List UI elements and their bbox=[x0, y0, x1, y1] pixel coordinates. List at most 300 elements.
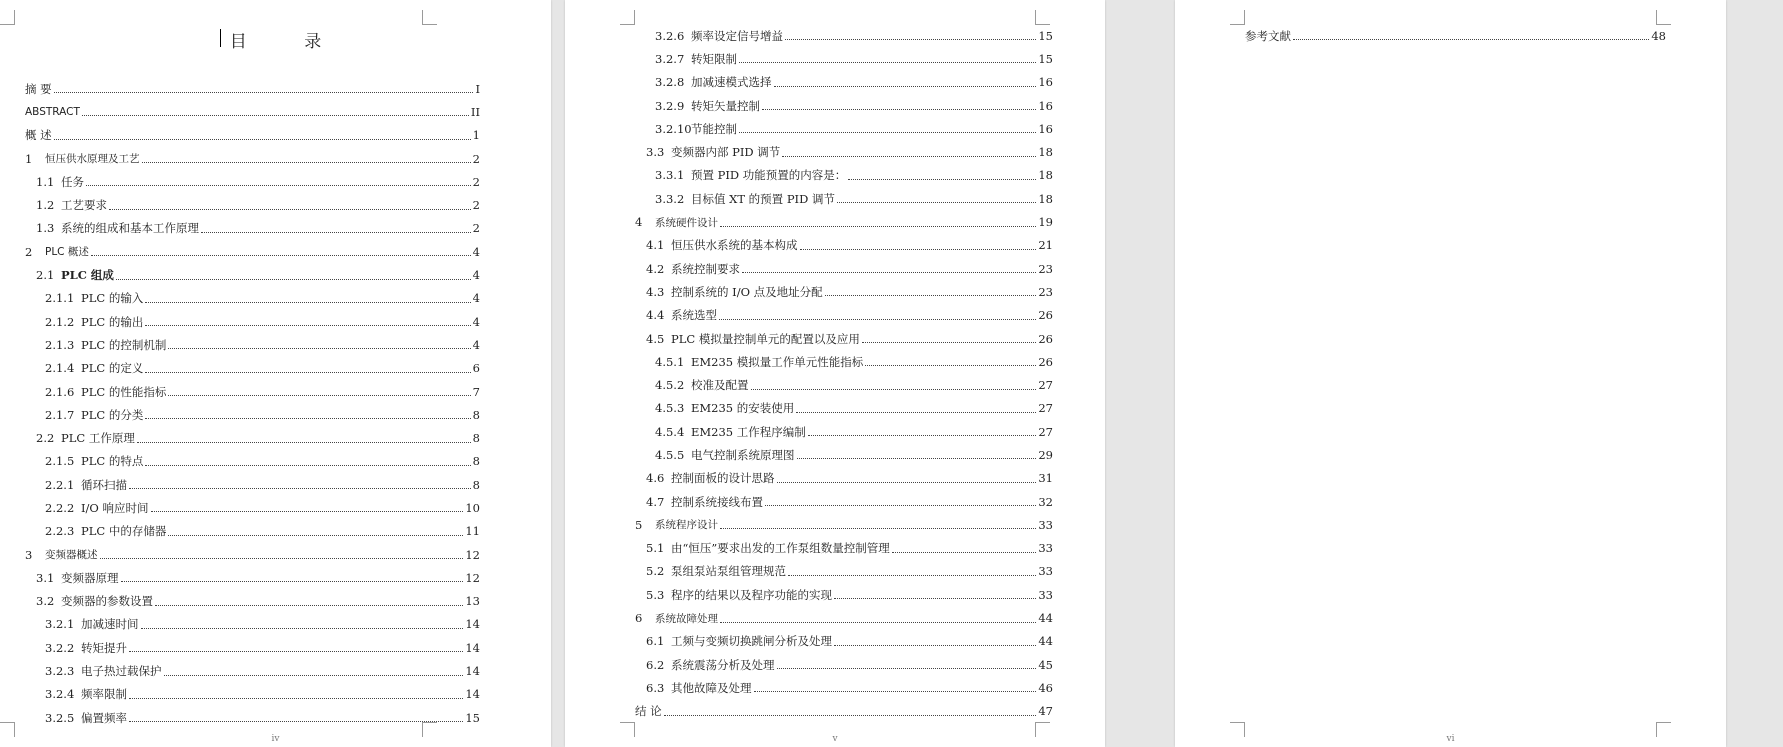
toc-entry-page: 8 bbox=[472, 477, 480, 492]
text-cursor bbox=[220, 29, 221, 47]
toc-entry-title: PLC 的特点 bbox=[81, 454, 144, 469]
toc-entry-title: PLC 中的存储器 bbox=[81, 524, 167, 539]
toc-entry-title: 系统硬件设计 bbox=[655, 216, 718, 229]
toc-entry-number: 2.1.5 bbox=[45, 454, 75, 469]
toc-entry-page: 33 bbox=[1038, 541, 1053, 556]
toc-entry-title: EM235 模拟量工作单元性能指标 bbox=[691, 354, 864, 369]
toc-entry[interactable] bbox=[635, 234, 1053, 257]
toc-entry-title: 频率限制 bbox=[81, 687, 127, 702]
toc-entry-title: 系统的组成和基本工作原理 bbox=[61, 221, 199, 236]
toc-entry-number: 4.2 bbox=[646, 261, 665, 276]
toc-list bbox=[25, 77, 480, 729]
toc-entry-title: PLC 的输入 bbox=[81, 291, 144, 306]
toc-entry[interactable] bbox=[25, 496, 480, 519]
toc-entry-title: 控制系统的 I/O 点及地址分配 bbox=[671, 284, 823, 299]
toc-entry-title: PLC 组成 bbox=[61, 268, 114, 283]
toc-entry[interactable] bbox=[635, 630, 1053, 653]
toc-entry-title: 概 述 bbox=[25, 128, 52, 143]
toc-leader-dots bbox=[739, 61, 1036, 63]
toc-leader-dots bbox=[834, 597, 1036, 599]
toc-leader-dots bbox=[782, 155, 1036, 157]
toc-entry-number: 3.2.3 bbox=[45, 664, 75, 679]
toc-entry-number: 3.2.7 bbox=[655, 51, 685, 66]
toc-entry-page: 13 bbox=[465, 594, 480, 609]
toc-leader-dots bbox=[168, 394, 470, 396]
toc-entry-page: 46 bbox=[1038, 680, 1053, 695]
crop-mark bbox=[422, 10, 437, 25]
toc-entry-number: 1 bbox=[25, 151, 33, 166]
toc-entry-page: 21 bbox=[1038, 238, 1053, 253]
toc-entry-number: 3.2.4 bbox=[45, 687, 75, 702]
toc-entry-title: 目标值 XT 的预置 PID 调节 bbox=[691, 191, 835, 206]
toc-entry[interactable] bbox=[25, 520, 480, 543]
toc-entry[interactable] bbox=[25, 659, 480, 682]
toc-entry-page: 16 bbox=[1038, 98, 1053, 113]
toc-entry-number: 3.1 bbox=[36, 570, 55, 585]
toc-entry-page: 23 bbox=[1038, 284, 1053, 299]
toc-entry-title: 变频器原理 bbox=[61, 570, 119, 585]
toc-leader-dots bbox=[785, 38, 1036, 40]
toc-entry-number: 2.2.2 bbox=[45, 500, 75, 515]
toc-entry[interactable] bbox=[25, 240, 480, 263]
toc-entry-title: I/O 响应时间 bbox=[81, 500, 149, 515]
toc-entry-number: 5 bbox=[635, 517, 643, 532]
toc-entry-page: 29 bbox=[1038, 447, 1053, 462]
toc-entry-number: 3.2.9 bbox=[655, 98, 685, 113]
toc-leader-dots bbox=[720, 621, 1036, 623]
toc-leader-dots bbox=[137, 441, 471, 443]
toc-leader-dots bbox=[145, 417, 470, 419]
toc-entry-title: 系统选型 bbox=[671, 308, 717, 323]
toc-entry-title: 电子热过载保护 bbox=[81, 664, 162, 679]
toc-entry-title: PLC 的分类 bbox=[81, 407, 144, 422]
toc-entry[interactable] bbox=[25, 403, 480, 426]
toc-entry-page: 45 bbox=[1038, 657, 1053, 672]
toc-leader-dots bbox=[145, 464, 470, 466]
toc-entry[interactable] bbox=[25, 636, 480, 659]
toc-entry[interactable] bbox=[635, 117, 1053, 140]
toc-entry-number: 1.2 bbox=[36, 198, 55, 213]
toc-entry[interactable] bbox=[635, 490, 1053, 513]
toc-entry-number: 1.3 bbox=[36, 221, 55, 236]
toc-leader-dots bbox=[168, 347, 470, 349]
toc-entry[interactable] bbox=[25, 543, 480, 566]
toc-entry[interactable] bbox=[635, 187, 1053, 210]
toc-entry[interactable] bbox=[635, 280, 1053, 303]
toc-leader-dots bbox=[109, 208, 471, 210]
toc-entry[interactable] bbox=[635, 164, 1053, 187]
toc-entry-page: 18 bbox=[1038, 191, 1053, 206]
toc-leader-dots bbox=[834, 644, 1036, 646]
toc-leader-dots bbox=[100, 557, 464, 559]
toc-leader-dots bbox=[145, 324, 470, 326]
toc-leader-dots bbox=[825, 294, 1037, 296]
toc-leader-dots bbox=[862, 341, 1037, 343]
toc-entry-page: II bbox=[470, 104, 480, 119]
toc-entry-page: 27 bbox=[1038, 424, 1053, 439]
toc-entry-page: 33 bbox=[1038, 517, 1053, 532]
toc-entry-number: 3.2.10 bbox=[655, 121, 692, 136]
toc-entry[interactable] bbox=[635, 71, 1053, 94]
toc-entry-title: 结 论 bbox=[635, 704, 662, 719]
toc-entry-page: 33 bbox=[1038, 587, 1053, 602]
toc-entry-title: PLC 概述 bbox=[45, 246, 89, 259]
toc-entry-title: 系统程序设计 bbox=[655, 519, 718, 532]
toc-title bbox=[0, 27, 551, 52]
toc-entry-title: PLC 的输出 bbox=[81, 314, 144, 329]
toc-leader-dots bbox=[201, 231, 471, 233]
toc-entry-page: 15 bbox=[465, 710, 480, 725]
toc-title-text: 目 录 bbox=[229, 32, 348, 52]
toc-entry-page: 15 bbox=[1038, 28, 1053, 43]
crop-mark bbox=[1656, 10, 1671, 25]
toc-entry-page: 12 bbox=[465, 547, 480, 562]
toc-entry[interactable] bbox=[635, 583, 1053, 606]
toc-entry-title: 任务 bbox=[61, 174, 84, 189]
toc-entry[interactable] bbox=[635, 537, 1053, 560]
toc-leader-dots bbox=[54, 138, 471, 140]
toc-entry-page: 12 bbox=[465, 570, 480, 585]
toc-entry-number: 4.5 bbox=[646, 331, 665, 346]
toc-entry-title: PLC 工作原理 bbox=[61, 431, 135, 446]
toc-entry-page: 1 bbox=[472, 128, 480, 143]
toc-leader-dots bbox=[664, 714, 1037, 716]
toc-entry-title: PLC 模拟量控制单元的配置以及应用 bbox=[671, 331, 860, 346]
toc-list bbox=[635, 24, 1053, 723]
toc-entry-title: 频率设定信号增益 bbox=[691, 28, 783, 43]
toc-entry-number: 2.2.3 bbox=[45, 524, 75, 539]
toc-leader-dots bbox=[129, 487, 471, 489]
toc-entry-title: 系统震荡分析及处理 bbox=[671, 657, 775, 672]
toc-entry[interactable] bbox=[635, 47, 1053, 70]
toc-leader-dots bbox=[129, 697, 463, 699]
document-page-iv bbox=[0, 0, 551, 747]
toc-entry-number: 3.2.2 bbox=[45, 640, 75, 655]
toc-entry-title: 程序的结果以及程序功能的实现 bbox=[671, 587, 832, 602]
toc-entry-number: 4.7 bbox=[646, 494, 665, 509]
toc-entry-title: 变频器内部 PID 调节 bbox=[671, 145, 781, 160]
toc-entry-title: 校准及配置 bbox=[691, 378, 749, 393]
toc-entry[interactable] bbox=[25, 333, 480, 356]
toc-entry-page: 19 bbox=[1038, 215, 1053, 230]
toc-entry-title: 控制系统接线布置 bbox=[671, 494, 763, 509]
toc-leader-dots bbox=[168, 534, 463, 536]
toc-entry-title: 参考文献 bbox=[1245, 28, 1291, 43]
toc-entry-page: 2 bbox=[472, 221, 480, 236]
toc-leader-dots bbox=[774, 85, 1037, 87]
toc-leader-dots bbox=[777, 667, 1037, 669]
toc-entry[interactable] bbox=[25, 590, 480, 613]
toc-entry-number: 3.3 bbox=[646, 145, 665, 160]
toc-leader-dots bbox=[800, 248, 1037, 250]
toc-entry-title: 恒压供水系统的基本构成 bbox=[671, 238, 798, 253]
toc-entry[interactable] bbox=[635, 420, 1053, 443]
page-number-footer: vi bbox=[1446, 734, 1455, 744]
toc-leader-dots bbox=[54, 91, 474, 93]
toc-leader-dots bbox=[777, 481, 1037, 483]
toc-entry[interactable] bbox=[635, 140, 1053, 163]
toc-leader-dots bbox=[1293, 38, 1649, 40]
toc-entry[interactable] bbox=[25, 450, 480, 473]
toc-leader-dots bbox=[754, 690, 1037, 692]
toc-leader-dots bbox=[129, 720, 463, 722]
toc-leader-dots bbox=[91, 254, 471, 256]
toc-entry-page: 2 bbox=[472, 151, 480, 166]
toc-entry-number: 2.1.3 bbox=[45, 337, 75, 352]
toc-leader-dots bbox=[788, 574, 1036, 576]
toc-entry-title: 摘 要 bbox=[25, 81, 52, 96]
toc-entry[interactable] bbox=[25, 287, 480, 310]
toc-entry-page: 8 bbox=[472, 454, 480, 469]
toc-entry[interactable] bbox=[635, 467, 1053, 490]
toc-entry-page: 27 bbox=[1038, 378, 1053, 393]
toc-entry[interactable] bbox=[25, 263, 480, 286]
toc-entry-number: 3.2 bbox=[36, 594, 55, 609]
toc-entry[interactable] bbox=[635, 350, 1053, 373]
toc-entry[interactable] bbox=[25, 473, 480, 496]
toc-entry-page: 14 bbox=[465, 664, 480, 679]
document-page-vi bbox=[1175, 0, 1726, 747]
toc-entry-title: EM235 工作程序编制 bbox=[691, 424, 806, 439]
toc-entry-page: 4 bbox=[472, 314, 480, 329]
toc-entry-number: 2.1 bbox=[36, 268, 55, 283]
toc-entry-title: 转矩矢量控制 bbox=[691, 98, 760, 113]
toc-leader-dots bbox=[751, 388, 1037, 390]
toc-entry-title: 由“恒压”要求出发的工作泵组数量控制管理 bbox=[671, 541, 890, 556]
toc-leader-dots bbox=[82, 114, 469, 116]
toc-entry-title: 循环扫描 bbox=[81, 477, 127, 492]
toc-entry-number: 3.2.1 bbox=[45, 617, 75, 632]
toc-leader-dots bbox=[720, 527, 1036, 529]
toc-entry-title: 节能控制 bbox=[691, 121, 737, 136]
toc-entry-page: 18 bbox=[1038, 168, 1053, 183]
toc-entry-number: 4.5.1 bbox=[655, 354, 685, 369]
toc-entry[interactable] bbox=[635, 373, 1053, 396]
toc-entry-title: 恒压供水原理及工艺 bbox=[45, 153, 140, 166]
toc-entry-page: I bbox=[475, 81, 480, 96]
toc-entry-page: 7 bbox=[472, 384, 480, 399]
toc-entry-number: 2.2.1 bbox=[45, 477, 75, 492]
toc-entry-title: 其他故障及处理 bbox=[671, 680, 752, 695]
toc-entry-title: 变频器概述 bbox=[45, 549, 98, 562]
toc-entry[interactable] bbox=[635, 24, 1053, 47]
toc-entry-number: 3.3.2 bbox=[655, 191, 685, 206]
toc-entry-number: 3 bbox=[25, 547, 33, 562]
toc-entry-page: 23 bbox=[1038, 261, 1053, 276]
toc-entry-page: 10 bbox=[465, 500, 480, 515]
toc-entry-page: 4 bbox=[472, 268, 480, 283]
toc-entry-page: 16 bbox=[1038, 75, 1053, 90]
toc-entry-title: 转矩限制 bbox=[691, 51, 737, 66]
toc-entry-page: 14 bbox=[465, 687, 480, 702]
toc-entry[interactable] bbox=[25, 357, 480, 380]
toc-entry-title: 工频与变频切换跳闸分析及处理 bbox=[671, 634, 832, 649]
toc-entry-title: 电气控制系统原理图 bbox=[691, 447, 795, 462]
toc-leader-dots bbox=[739, 131, 1036, 133]
toc-entry[interactable] bbox=[25, 124, 480, 147]
toc-entry-number: 3.2.8 bbox=[655, 75, 685, 90]
toc-entry[interactable] bbox=[25, 566, 480, 589]
crop-mark bbox=[1230, 10, 1245, 25]
toc-entry-number: 6 bbox=[635, 611, 643, 626]
toc-leader-dots bbox=[129, 650, 463, 652]
toc-entry-number: 6.3 bbox=[646, 680, 665, 695]
toc-leader-dots bbox=[762, 108, 1036, 110]
crop-mark bbox=[1035, 10, 1050, 25]
toc-entry[interactable] bbox=[25, 77, 480, 100]
toc-entry-title: 预置 PID 功能预置的内容是： bbox=[691, 168, 847, 183]
toc-leader-dots bbox=[865, 364, 1036, 366]
toc-entry-title: ABSTRACT bbox=[25, 105, 80, 118]
toc-entry[interactable] bbox=[25, 100, 480, 123]
toc-entry-page: 33 bbox=[1038, 564, 1053, 579]
toc-entry-page: 27 bbox=[1038, 401, 1053, 416]
toc-entry-title: 控制面板的设计思路 bbox=[671, 471, 775, 486]
toc-entry-title: 加减速时间 bbox=[81, 617, 139, 632]
toc-leader-dots bbox=[145, 371, 470, 373]
toc-entry-number: 4.4 bbox=[646, 308, 665, 323]
toc-leader-dots bbox=[121, 580, 464, 582]
toc-leader-dots bbox=[848, 178, 1036, 180]
toc-entry-number: 4.6 bbox=[646, 471, 665, 486]
toc-entry-page: 8 bbox=[472, 431, 480, 446]
toc-entry[interactable] bbox=[25, 147, 480, 170]
toc-entry[interactable] bbox=[635, 513, 1053, 536]
toc-entry-number: 2.1.4 bbox=[45, 361, 75, 376]
toc-entry[interactable] bbox=[1245, 24, 1666, 47]
toc-entry[interactable] bbox=[25, 706, 480, 729]
toc-entry-title: PLC 的性能指标 bbox=[81, 384, 167, 399]
toc-entry-page: 11 bbox=[465, 524, 480, 539]
crop-mark bbox=[620, 10, 635, 25]
toc-entry-page: 32 bbox=[1038, 494, 1053, 509]
toc-entry-title: 系统故障处理 bbox=[655, 612, 718, 625]
toc-leader-dots bbox=[892, 551, 1037, 553]
toc-entry-number: 5.2 bbox=[646, 564, 665, 579]
toc-entry-number: 2.1.2 bbox=[45, 314, 75, 329]
toc-entry-page: 4 bbox=[472, 244, 480, 259]
toc-entry[interactable] bbox=[635, 257, 1053, 280]
toc-entry[interactable] bbox=[635, 94, 1053, 117]
toc-entry-title: 变频器的参数设置 bbox=[61, 594, 153, 609]
document-page-v bbox=[565, 0, 1105, 747]
toc-entry[interactable] bbox=[635, 676, 1053, 699]
toc-entry-number: 6.1 bbox=[646, 634, 665, 649]
toc-entry[interactable] bbox=[25, 310, 480, 333]
toc-leader-dots bbox=[808, 434, 1037, 436]
toc-entry-page: 4 bbox=[472, 291, 480, 306]
toc-entry-number: 4.1 bbox=[646, 238, 665, 253]
toc-entry-number: 3.2.6 bbox=[655, 28, 685, 43]
toc-entry[interactable] bbox=[25, 170, 480, 193]
toc-entry-page: 26 bbox=[1038, 331, 1053, 346]
toc-entry-number: 4.3 bbox=[646, 284, 665, 299]
toc-leader-dots bbox=[142, 161, 471, 163]
toc-entry[interactable] bbox=[635, 327, 1053, 350]
toc-entry-title: 偏置频率 bbox=[81, 710, 127, 725]
toc-entry-page: 8 bbox=[472, 407, 480, 422]
toc-entry-page: 14 bbox=[465, 617, 480, 632]
toc-entry-number: 1.1 bbox=[36, 174, 55, 189]
toc-entry-title: 泵组泵站泵组管理规范 bbox=[671, 564, 786, 579]
toc-list bbox=[1245, 24, 1666, 47]
toc-entry-page: 2 bbox=[472, 174, 480, 189]
page-number-footer: iv bbox=[271, 734, 280, 744]
toc-entry[interactable] bbox=[25, 613, 480, 636]
toc-entry-number: 4.5.3 bbox=[655, 401, 685, 416]
toc-entry-title: PLC 的定义 bbox=[81, 361, 144, 376]
toc-entry[interactable] bbox=[25, 426, 480, 449]
toc-leader-dots bbox=[837, 201, 1036, 203]
toc-entry-number: 2.1.1 bbox=[45, 291, 75, 306]
toc-leader-dots bbox=[765, 504, 1036, 506]
toc-entry-number: 2.2 bbox=[36, 431, 55, 446]
toc-entry-number: 2.1.7 bbox=[45, 407, 75, 422]
toc-entry-number: 5.1 bbox=[646, 541, 665, 556]
toc-entry[interactable] bbox=[635, 653, 1053, 676]
toc-entry-number: 4 bbox=[635, 215, 643, 230]
toc-leader-dots bbox=[796, 411, 1036, 413]
toc-leader-dots bbox=[151, 510, 464, 512]
toc-entry[interactable] bbox=[635, 606, 1053, 629]
toc-leader-dots bbox=[797, 457, 1037, 459]
toc-entry-page: 47 bbox=[1038, 704, 1053, 719]
toc-leader-dots bbox=[719, 318, 1036, 320]
toc-entry-page: 6 bbox=[472, 361, 480, 376]
toc-leader-dots bbox=[86, 184, 471, 186]
toc-entry[interactable] bbox=[635, 210, 1053, 233]
toc-leader-dots bbox=[155, 604, 463, 606]
toc-entry[interactable] bbox=[25, 217, 480, 240]
toc-entry-page: 16 bbox=[1038, 121, 1053, 136]
toc-entry-page: 26 bbox=[1038, 354, 1053, 369]
toc-entry-title: 转矩提升 bbox=[81, 640, 127, 655]
toc-entry[interactable] bbox=[635, 443, 1053, 466]
toc-entry[interactable] bbox=[25, 683, 480, 706]
toc-entry-page: 14 bbox=[465, 640, 480, 655]
crop-mark bbox=[0, 10, 15, 25]
toc-entry[interactable] bbox=[635, 700, 1053, 723]
toc-leader-dots bbox=[742, 271, 1036, 273]
toc-entry[interactable] bbox=[635, 560, 1053, 583]
toc-entry-page: 2 bbox=[472, 198, 480, 213]
toc-leader-dots bbox=[164, 674, 464, 676]
page-number-footer: v bbox=[832, 734, 838, 744]
toc-entry-number: 4.5.4 bbox=[655, 424, 685, 439]
toc-entry[interactable] bbox=[635, 304, 1053, 327]
toc-entry-title: EM235 的安装使用 bbox=[691, 401, 795, 416]
toc-entry-title: 加减速模式选择 bbox=[691, 75, 772, 90]
toc-entry-page: 31 bbox=[1038, 471, 1053, 486]
toc-entry[interactable] bbox=[25, 193, 480, 216]
toc-entry-page: 44 bbox=[1038, 634, 1053, 649]
toc-entry-number: 2 bbox=[25, 244, 33, 259]
toc-leader-dots bbox=[116, 278, 471, 280]
toc-entry-number: 5.3 bbox=[646, 587, 665, 602]
toc-leader-dots bbox=[141, 627, 464, 629]
toc-entry-number: 2.1.6 bbox=[45, 384, 75, 399]
toc-entry-page: 18 bbox=[1038, 145, 1053, 160]
toc-entry[interactable] bbox=[635, 397, 1053, 420]
toc-entry-number: 4.5.5 bbox=[655, 447, 685, 462]
toc-entry-number: 4.5.2 bbox=[655, 378, 685, 393]
toc-entry-title: 工艺要求 bbox=[61, 198, 107, 213]
toc-leader-dots bbox=[720, 225, 1036, 227]
toc-entry-number: 3.2.5 bbox=[45, 710, 75, 725]
toc-entry-title: 系统控制要求 bbox=[671, 261, 740, 276]
toc-entry[interactable] bbox=[25, 380, 480, 403]
toc-entry-page: 44 bbox=[1038, 611, 1053, 626]
